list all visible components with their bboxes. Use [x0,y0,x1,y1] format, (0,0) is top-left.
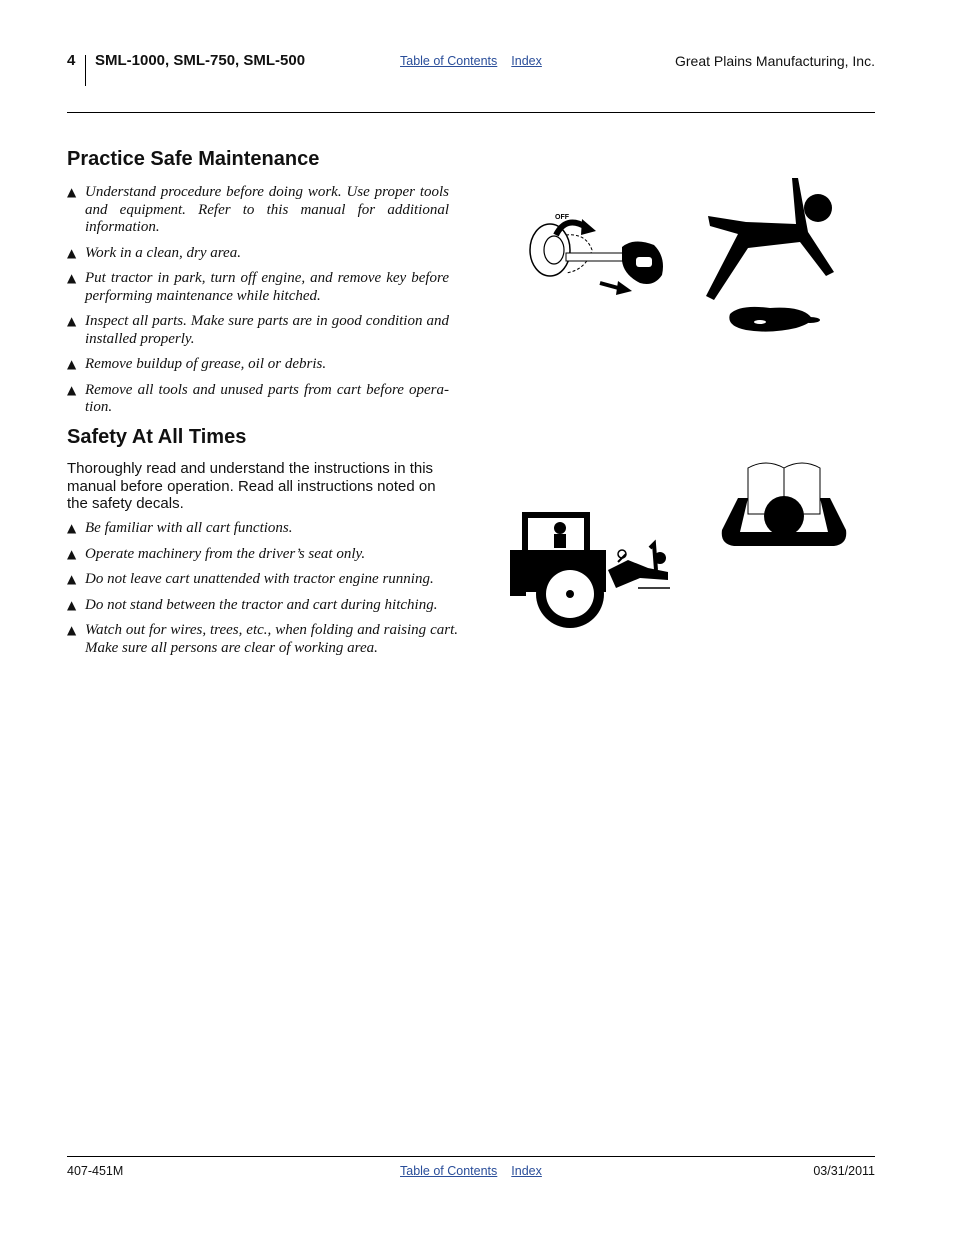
warning-triangle-icon: ▲ [67,572,77,586]
list-item: ▲ Be familiar with all cart functions. [67,520,293,536]
read-manual-icon [718,458,850,550]
company-name: Great Plains Manufacturing, Inc. [675,53,875,69]
safe-maintenance-list [67,184,449,425]
warning-triangle-icon: ▲ [67,623,77,637]
warning-triangle-icon: ▲ [67,357,77,371]
off-label: OFF [555,214,569,221]
warning-triangle-icon: ▲ [67,382,77,397]
list-item: ▲ Remove all tools and unused parts from cart before opera-tion. [67,381,449,415]
remove-key-icon [526,205,676,300]
list-item: ▲ Do not stand between the tractor and cart during hitching. [67,596,438,613]
header-rule [67,112,875,113]
page-number: 4 [67,52,76,69]
footer-nav [400,1164,556,1178]
footer-toc-link[interactable]: Table of Contents [400,1164,498,1178]
list-item: ▲ Inspect all parts. Make sure parts are in good condition and installed properly. [67,313,449,347]
header-toc-link[interactable]: Table of Contents [400,54,498,68]
slip-hazard-icon [700,172,840,337]
warning-triangle-icon: ▲ [67,185,77,199]
list-item: ▲ Understand procedure before doing work. Use proper tools and equipment. Refer to this manual for additional information. [67,184,449,235]
warning-triangle-icon: ▲ [67,546,77,561]
warning-triangle-icon: ▲ [67,597,77,612]
list-item: ▲ Watch out for wires, trees, etc., when folding and raising cart. Make sure all persons are clear of working area. [67,622,458,656]
list-item: ▲ Do not leave cart unattended with tractor engine running. [67,571,434,587]
list-item: ▲ Operate machinery from the driver’s seat only. [67,545,366,562]
header-index-link[interactable]: Index [511,54,542,68]
warning-triangle-icon: ▲ [67,271,77,285]
warning-triangle-icon: ▲ [67,245,77,260]
warning-triangle-icon: ▲ [67,521,77,535]
section-heading-safe-maintenance: Practice Safe Maintenance [67,148,320,170]
document-code: 407-451M [67,1164,124,1178]
header-divider [85,55,86,86]
footer-rule [67,1156,875,1157]
section-heading-safety-at-all-times: Safety At All Times [67,426,247,448]
header-nav [400,54,556,68]
list-item: ▲ Remove buildup of grease, oil or debris. [67,356,327,372]
document-title: SML-1000, SML-750, SML-500 [95,52,306,69]
document-date: 03/31/2011 [813,1164,875,1178]
tractor-hitch-hazard-icon [508,508,678,633]
safety-intro-paragraph: Thoroughly read and understand the instructions in this manual before operation. Read all instructions noted on the safety decals. [67,460,436,512]
footer-index-link[interactable]: Index [511,1164,542,1178]
list-item: ▲ Work in a clean, dry area. [67,244,241,261]
safety-list [67,520,458,665]
list-item: ▲ Put tractor in park, turn off engine, and remove key before performing maintenance while hitched. [67,270,449,304]
warning-triangle-icon: ▲ [67,314,77,328]
